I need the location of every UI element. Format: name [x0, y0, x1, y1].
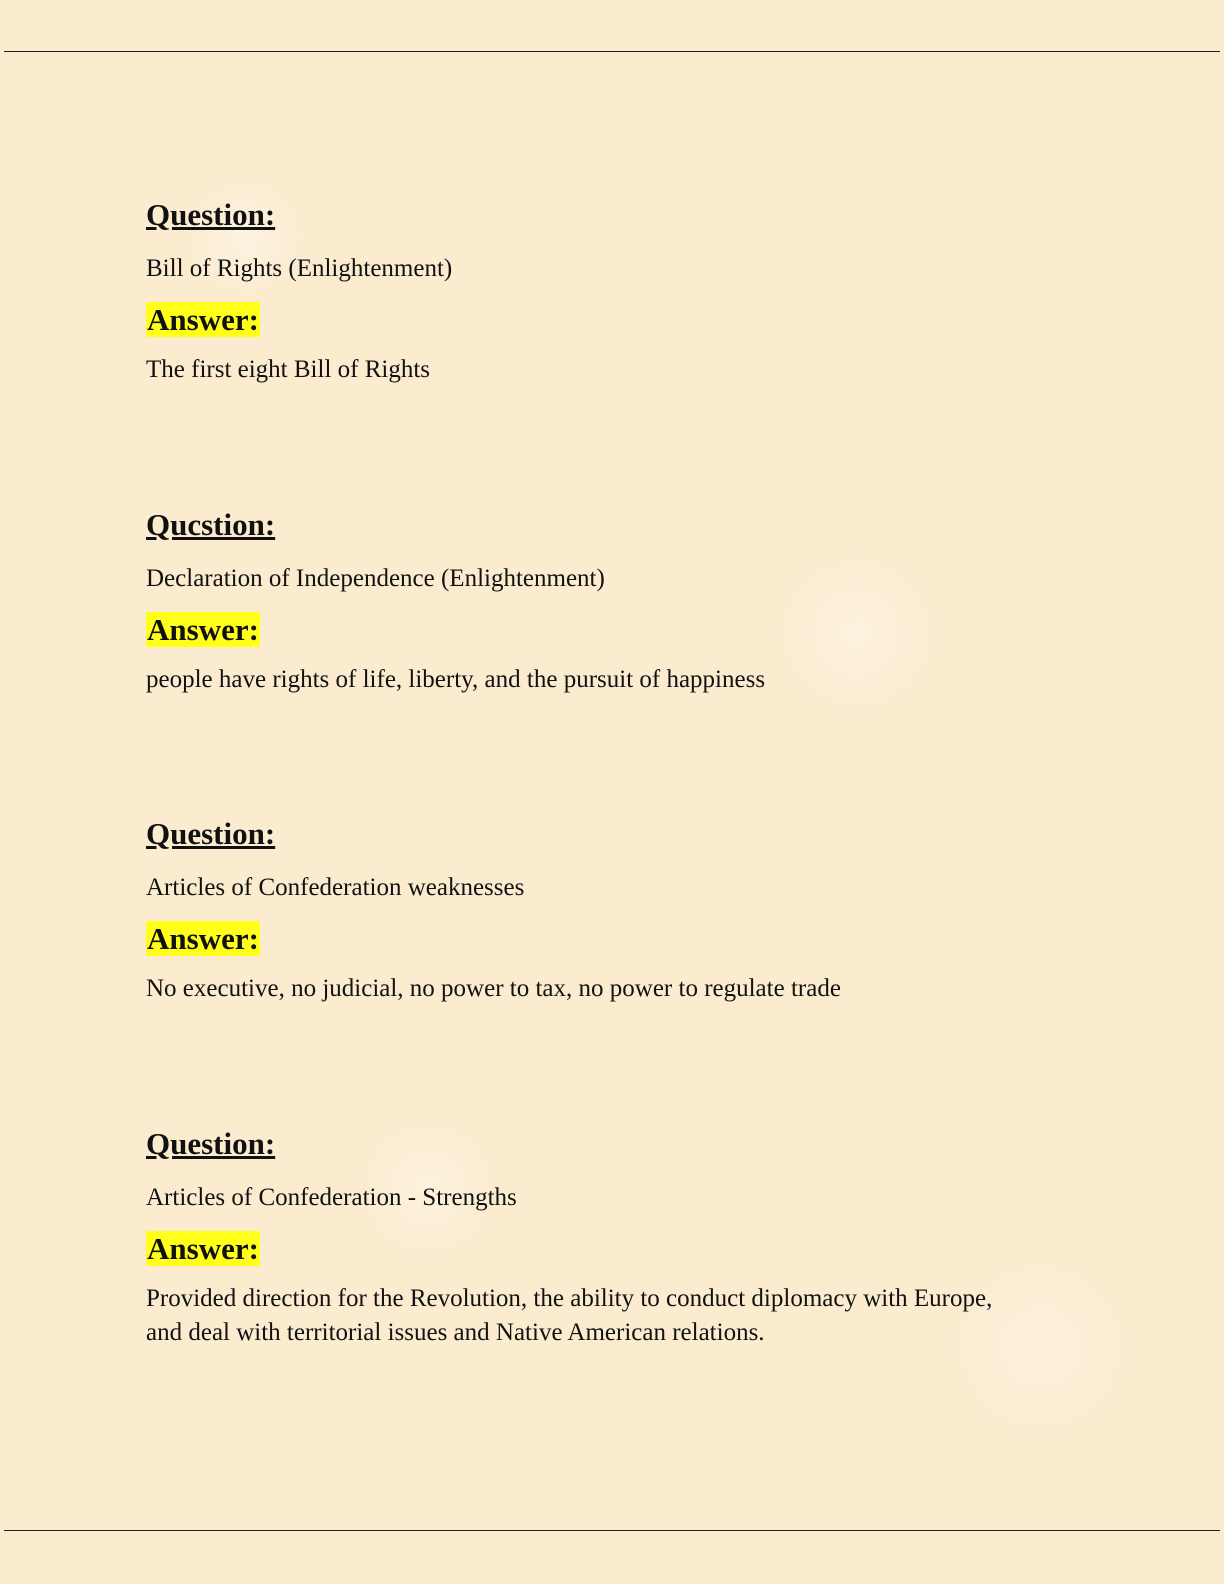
question-text: Articles of Confederation weaknesses [146, 874, 525, 901]
answer-heading: Answer: [147, 301, 259, 337]
qa-card-1 [146, 199, 1046, 387]
qa-card-2 [146, 509, 1046, 697]
answer-text: The first eight Bill of Rights [146, 356, 431, 384]
answer-heading: Answer: [147, 611, 259, 647]
question-heading: Question: [146, 197, 276, 232]
answer-text: Provided direction for the Revolution, the ability to conduct diplomacy with Europe, and deal with territorial issues and Native American relations. [146, 1285, 993, 1347]
question-text: Articles of Confederation - Strengths [146, 1184, 517, 1211]
answer-text: people have rights of life, liberty, and the pursuit of happiness [146, 666, 766, 694]
question-heading: Qucstion: [146, 507, 276, 542]
qa-card-3 [146, 818, 1046, 1006]
qa-card-4 [146, 1128, 1046, 1350]
top-divider [4, 51, 1220, 52]
question-text: Declaration of Independence (Enlightenment) [146, 565, 605, 592]
question-heading: Question: [146, 816, 276, 851]
answer-heading: Answer: [147, 920, 259, 956]
answer-text: No executive, no judicial, no power to tax, no power to regulate trade [146, 975, 841, 1003]
question-heading: Question: [146, 1126, 276, 1161]
bottom-divider [4, 1530, 1220, 1531]
answer-heading: Answer: [147, 1230, 259, 1266]
question-text: Bill of Rights (Enlightenment) [146, 255, 453, 282]
